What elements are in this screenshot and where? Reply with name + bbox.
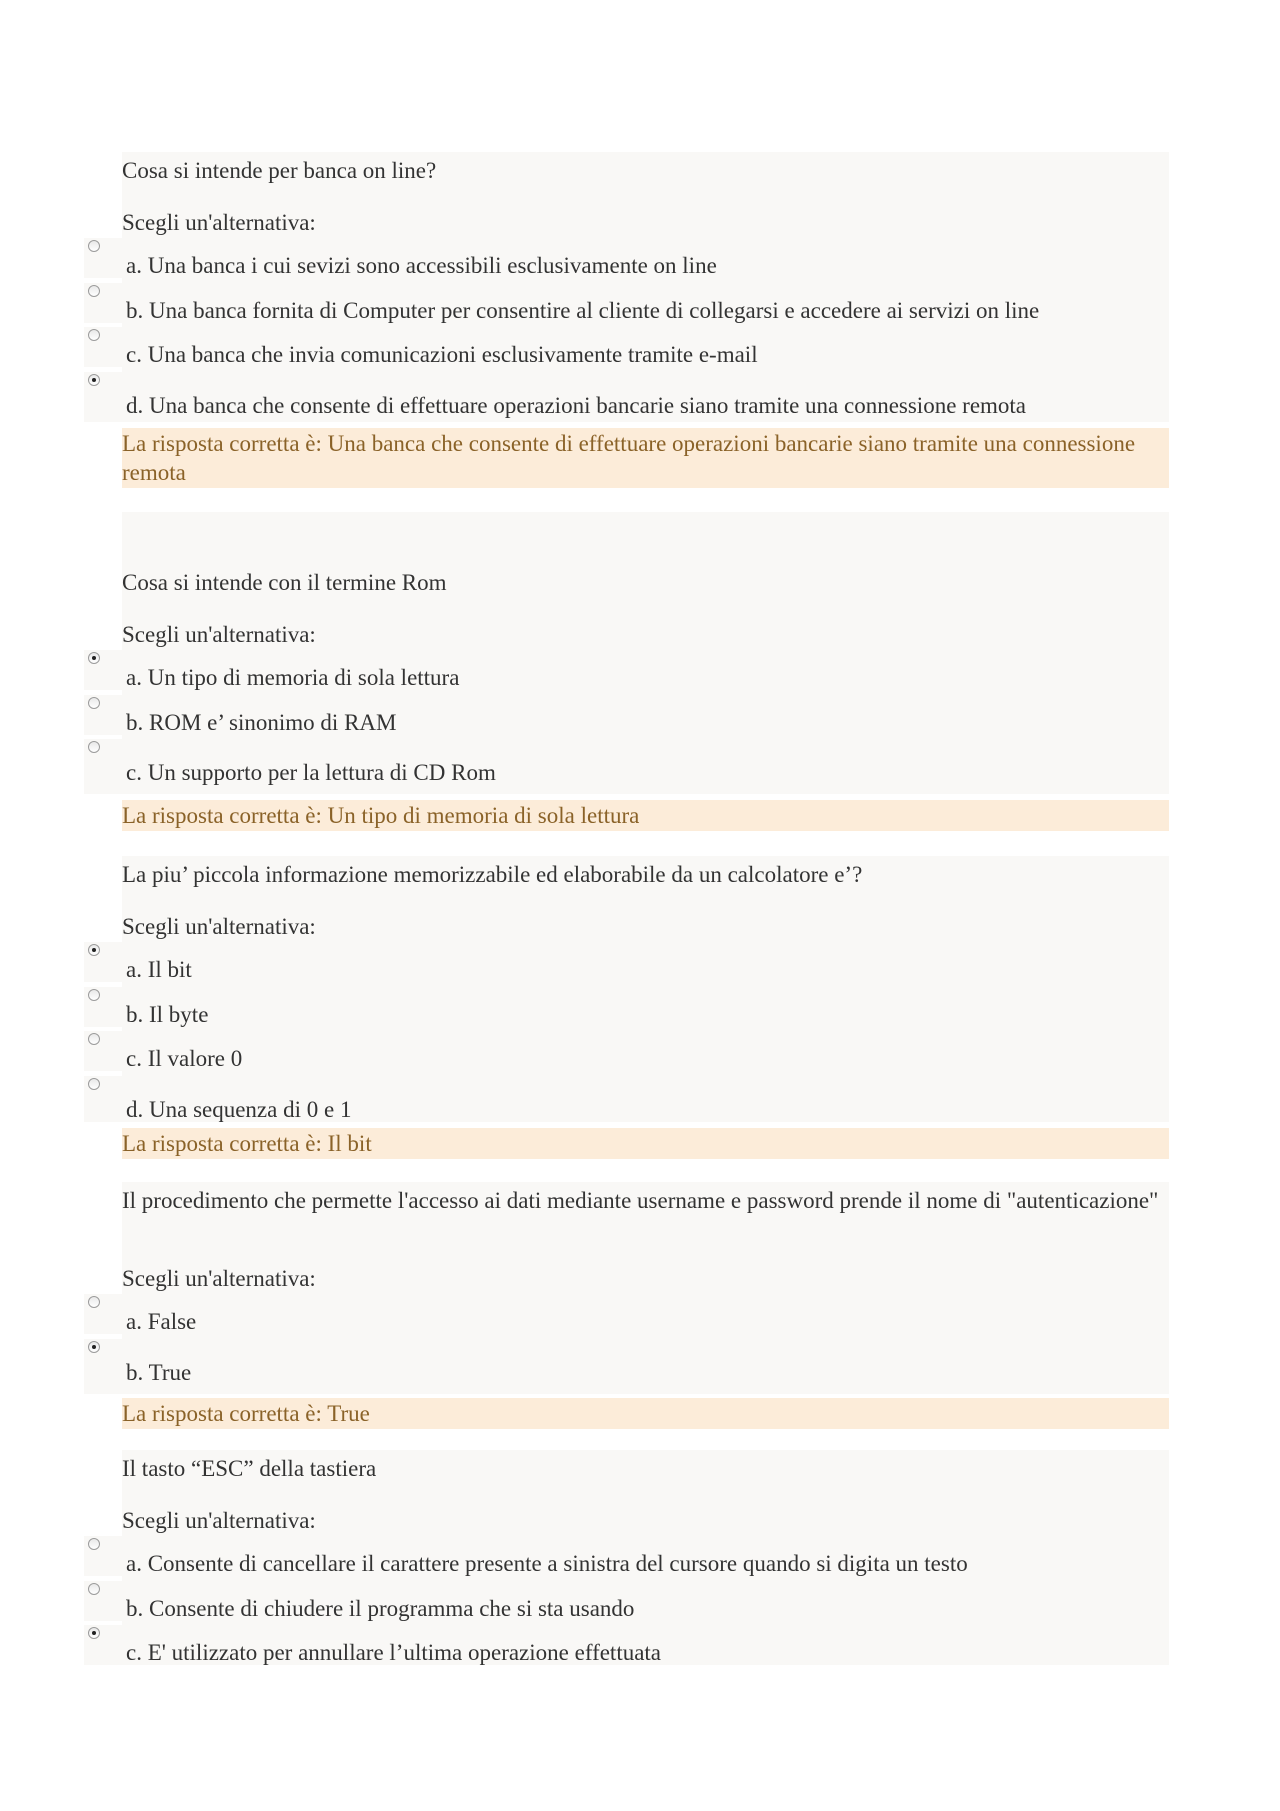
- question-text: Cosa si intende per banca on line?: [122, 158, 437, 183]
- question-text: La piu’ piccola informazione memorizzabile ed elaborabile da un calcolatore e’?: [122, 862, 863, 887]
- option-row[interactable]: [84, 1536, 1169, 1576]
- radio-button[interactable]: [88, 1538, 100, 1550]
- option-label: b. True: [126, 1360, 192, 1385]
- radio-button[interactable]: [88, 697, 100, 709]
- option-row[interactable]: [84, 1339, 1169, 1394]
- question-block-5: [84, 1450, 1169, 1670]
- option-row[interactable]: [84, 1294, 1169, 1334]
- option-label: c. Una banca che invia comunicazioni esclusivamente tramite e-mail: [126, 342, 758, 367]
- choice-prompt: Scegli un'alternativa:: [122, 914, 316, 939]
- option-label: b. ROM e’ sinonimo di RAM: [126, 710, 397, 735]
- option-label: a. Consente di cancellare il carattere presente a sinistra del cursore quando si digita un testo: [126, 1551, 968, 1576]
- radio-button[interactable]: [88, 329, 100, 341]
- question-text: Cosa si intende con il termine Rom: [122, 570, 447, 595]
- option-label: a. Un tipo di memoria di sola lettura: [126, 665, 460, 690]
- correct-answer-feedback: La risposta corretta è: True: [122, 1398, 1169, 1429]
- correct-answer-feedback: La risposta corretta è: Un tipo di memoria di sola lettura: [122, 800, 1169, 831]
- option-label: a. False: [126, 1309, 197, 1334]
- option-label: d. Una sequenza di 0 e 1: [126, 1097, 352, 1122]
- radio-button-selected[interactable]: [88, 652, 100, 664]
- radio-button[interactable]: [88, 741, 100, 753]
- question-block-1: [84, 152, 1169, 492]
- option-label: b. Una banca fornita di Computer per consentire al cliente di collegarsi e accedere ai servizi on line: [126, 298, 1040, 323]
- option-row[interactable]: [84, 942, 1169, 982]
- radio-button-selected[interactable]: [88, 944, 100, 956]
- radio-button[interactable]: [88, 1033, 100, 1045]
- question-text: Il tasto “ESC” della tastiera: [122, 1456, 377, 1481]
- question-block-4: [84, 1182, 1169, 1432]
- option-row[interactable]: [84, 238, 1169, 278]
- option-label: c. Il valore 0: [126, 1046, 243, 1071]
- radio-button[interactable]: [88, 240, 100, 252]
- choice-prompt: Scegli un'alternativa:: [122, 1508, 316, 1533]
- radio-button[interactable]: [88, 989, 100, 1001]
- option-label: d. Una banca che consente di effettuare operazioni bancarie siano tramite una connessione remota: [126, 393, 1027, 418]
- option-row[interactable]: [84, 327, 1169, 367]
- question-block-3: [84, 856, 1169, 1166]
- question-block-2: [84, 512, 1169, 832]
- choice-prompt: Scegli un'alternativa:: [122, 1266, 316, 1291]
- option-row[interactable]: [84, 1076, 1169, 1122]
- radio-button-selected[interactable]: [88, 1341, 100, 1353]
- choice-prompt: Scegli un'alternativa:: [122, 210, 316, 235]
- option-label: c. E' utilizzato per annullare l’ultima operazione effettuata: [126, 1640, 662, 1665]
- option-row[interactable]: [84, 1625, 1169, 1665]
- radio-button[interactable]: [88, 285, 100, 297]
- question-text: Il procedimento che permette l'accesso ai dati mediante username e password prende il nome di "autenticazione": [122, 1188, 1159, 1213]
- correct-answer-feedback: La risposta corretta è: Una banca che consente di effettuare operazioni bancarie siano tramite una connessione remota: [122, 428, 1169, 488]
- option-label: b. Il byte: [126, 1002, 209, 1027]
- correct-answer-feedback: La risposta corretta è: Il bit: [122, 1128, 1169, 1159]
- option-row[interactable]: [84, 650, 1169, 690]
- radio-button[interactable]: [88, 1583, 100, 1595]
- option-label: a. Il bit: [126, 957, 192, 982]
- option-label: c. Un supporto per la lettura di CD Rom: [126, 760, 496, 785]
- option-row[interactable]: [84, 695, 1169, 735]
- option-row[interactable]: [84, 739, 1169, 794]
- radio-button-selected[interactable]: [88, 374, 100, 386]
- option-row[interactable]: [84, 283, 1169, 323]
- option-label: a. Una banca i cui sevizi sono accessibili esclusivamente on line: [126, 253, 717, 278]
- option-row[interactable]: [84, 372, 1169, 422]
- option-label: b. Consente di chiudere il programma che si sta usando: [126, 1596, 635, 1621]
- option-row[interactable]: [84, 1031, 1169, 1071]
- option-row[interactable]: [84, 1581, 1169, 1621]
- choice-prompt: Scegli un'alternativa:: [122, 622, 316, 647]
- option-row[interactable]: [84, 987, 1169, 1027]
- radio-button-selected[interactable]: [88, 1627, 100, 1639]
- radio-button[interactable]: [88, 1296, 100, 1308]
- radio-button[interactable]: [88, 1078, 100, 1090]
